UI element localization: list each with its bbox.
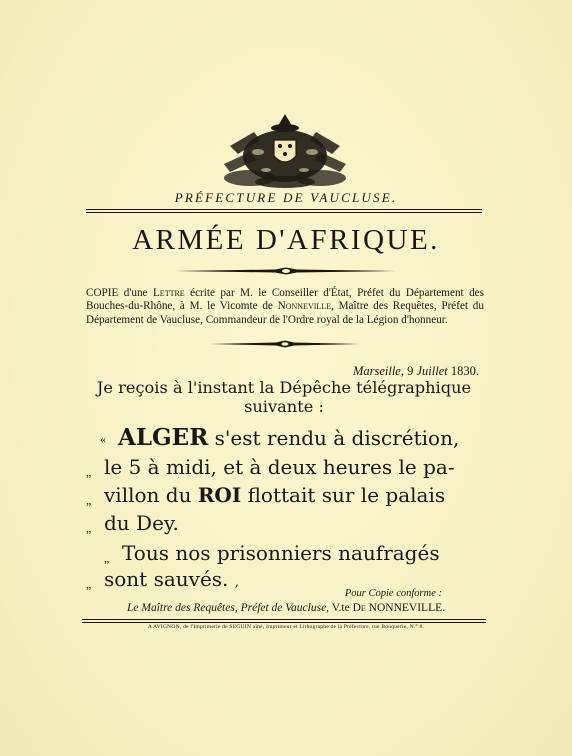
prefecture-heading: PRÉFECTURE DE VAUCLUSE.	[174, 190, 398, 205]
quote-mark: «	[100, 432, 106, 446]
royal-emblem-icon	[220, 112, 350, 188]
copie-text-2: , Maître des Requêtes, Préfet du Département de Vaucluse, Commandeur de l'Ordre royal de la Légion d'honneur.	[86, 300, 484, 326]
copie-paragraph	[86, 287, 484, 327]
depeche-text: Tous nos prisonniers naufragés	[122, 541, 440, 565]
signature-name: NONNEVILLE.	[368, 602, 445, 614]
quote-mark: „	[86, 493, 92, 507]
quote-mark: „	[86, 465, 92, 479]
copie-lettre: Lettre	[152, 287, 185, 299]
signature-vte: V.te	[331, 602, 350, 614]
intro-line-1: Je reçois à l'instant la Dépêche télégraphique	[96, 378, 472, 397]
depeche-end-mark: ,	[234, 575, 239, 590]
quote-mark: „	[86, 577, 92, 591]
copie-name: Nonneville	[277, 300, 332, 313]
copie-text-1: écrite par M. le Conseiller d'État, Préfet du Département des Bouches-du-Rhône, à M. le Vicomte de	[86, 287, 484, 313]
depeche-roi: ROI	[197, 483, 242, 507]
quote-mark: „	[104, 551, 110, 565]
depeche-text: le 5 à midi, et à deux heures le pa-	[104, 455, 455, 479]
dateline-month: Juillet	[416, 364, 448, 378]
ornament-rule	[175, 267, 397, 275]
pour-copie-conforme: Pour Copie conforme :	[344, 588, 442, 599]
intro-line-2: suivante :	[244, 397, 324, 416]
dateline-day: 9	[407, 364, 414, 378]
depeche-text: villon du	[104, 483, 192, 507]
signature-de: De	[352, 602, 366, 614]
depeche-text: du Dey.	[104, 511, 179, 535]
dateline	[353, 364, 479, 379]
quote-mark: „	[86, 521, 92, 535]
page-title: ARMÉE D'AFRIQUE.	[132, 224, 440, 256]
ornament-rule-small	[210, 340, 360, 348]
copie-lead: COPIE d'une	[86, 287, 148, 299]
double-rule	[86, 209, 482, 213]
dateline-place: Marseille,	[352, 364, 404, 378]
depeche-text: sont sauvés.	[104, 567, 229, 591]
printer-imprint: A AVIGNON, de l'Imprimerie de SEGUIN aîné, Imprimeur et Lithographe de la Préfecture, rue Bouquerie, N.° 8.	[147, 624, 425, 630]
intro-text	[84, 378, 484, 416]
depeche-text: s'est rendu à discrétion,	[214, 426, 460, 450]
depeche-alger: ALGER	[118, 424, 209, 451]
signature-title: Le Maître des Requêtes, Préfet de Vaucluse,	[127, 602, 330, 614]
signature-line	[0, 602, 572, 614]
depeche-text: flottait sur le palais	[247, 483, 446, 507]
footer-double-rule	[82, 619, 486, 623]
dateline-year: 1830.	[450, 364, 479, 378]
